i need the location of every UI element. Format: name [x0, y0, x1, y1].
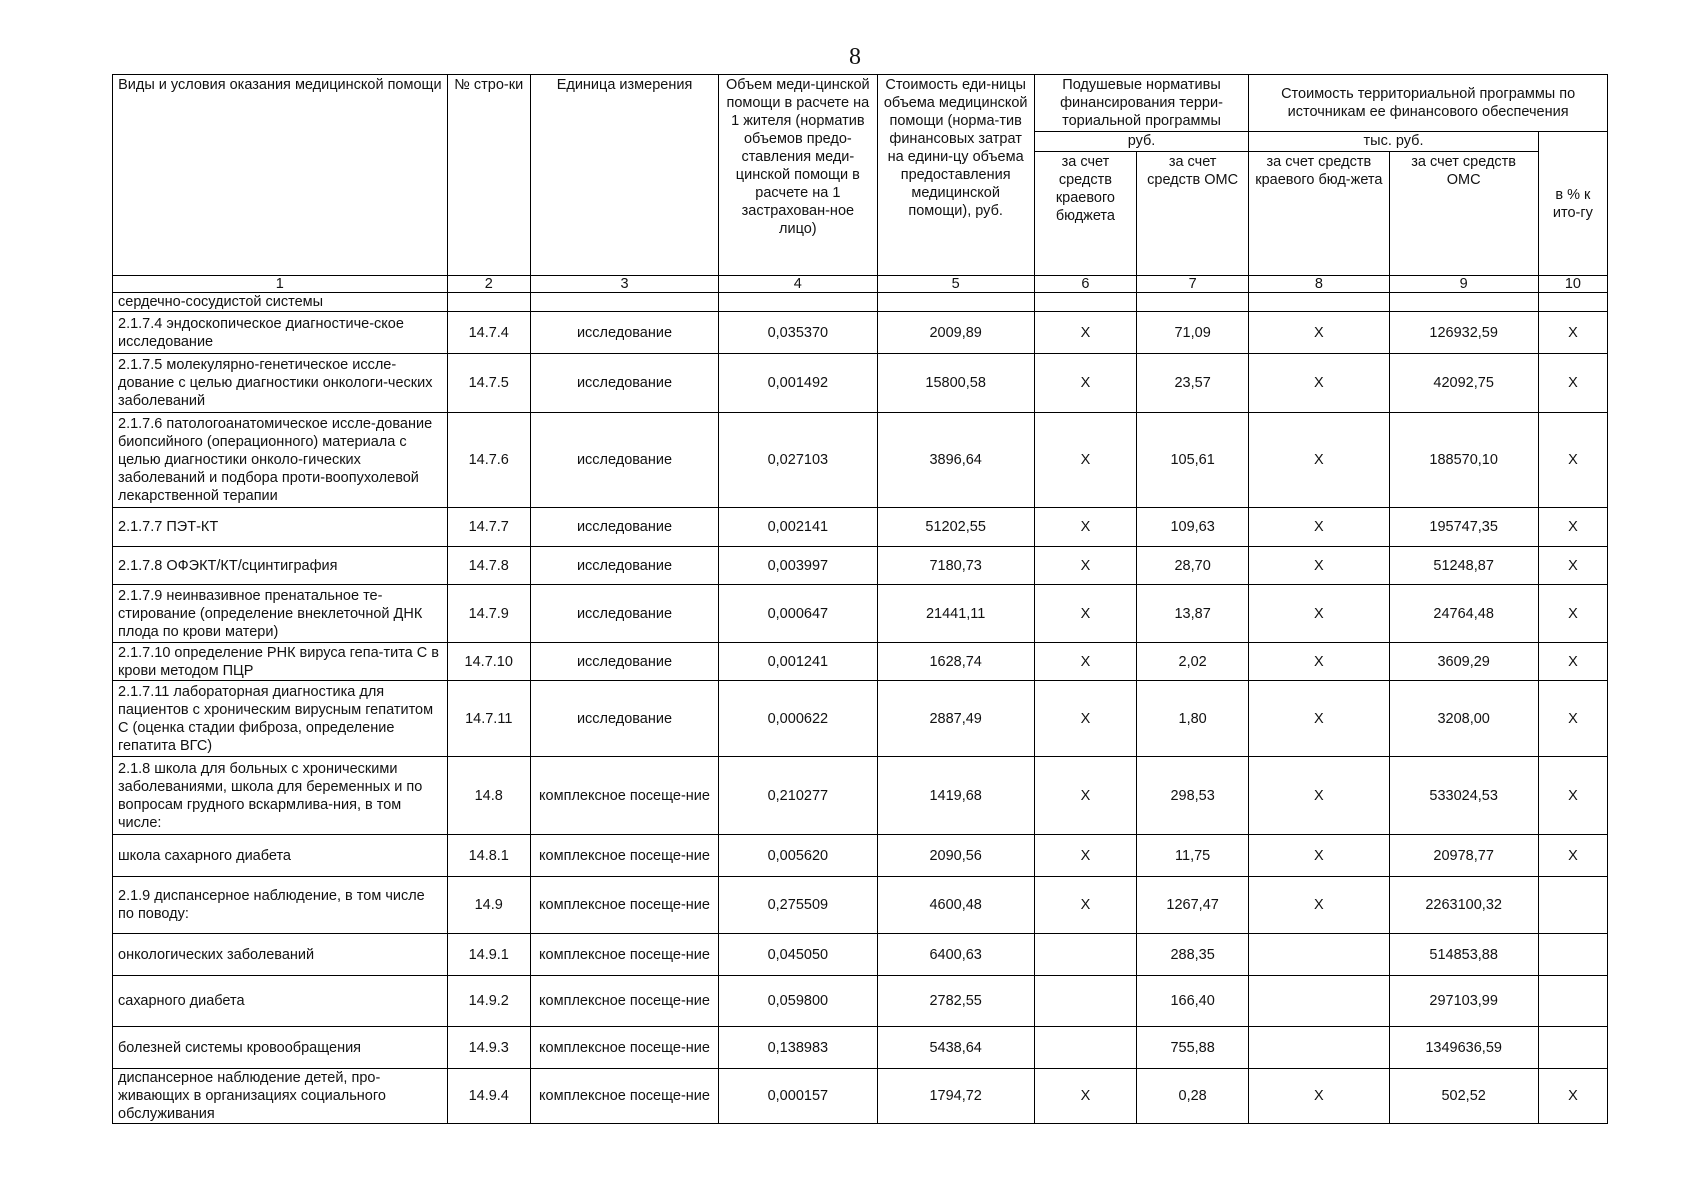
row-name-cell: 2.1.8 школа для больных с хроническими заболеваниями, школа для беременных и по вопросам грудного вскармлива-ния, в том числе:	[113, 757, 448, 835]
header-norm-budget: за счет средств краевого бюджета	[1034, 152, 1136, 276]
row-name-cell: диспансерное наблюдение детей, про-живающих в организациях социального обслуживания	[113, 1069, 448, 1124]
row-cost-budget-cell	[1249, 934, 1389, 976]
column-number: 2	[447, 276, 530, 293]
row-cost-oms-cell: 3208,00	[1389, 681, 1538, 757]
row-percent-cell: Х	[1538, 312, 1607, 354]
row-name-cell: 2.1.7.6 патологоанатомическое иссле-дование биопсийного (операционного) материала с целью диагностики онколо-гических заболеваний и подбора проти-воопухолевой лекарственной терапии	[113, 413, 448, 508]
row-line-cell: 14.7.11	[447, 681, 530, 757]
header-norm-oms: за счет средств ОМС	[1137, 152, 1249, 276]
header-cost-unit: тыс. руб.	[1249, 132, 1539, 152]
row-norm-oms-cell: 298,53	[1137, 757, 1249, 835]
header-cost-oms: за счет средств ОМС	[1389, 152, 1538, 276]
table-header	[113, 75, 1608, 293]
table-row	[113, 1027, 1608, 1069]
row-percent-cell: Х	[1538, 681, 1607, 757]
column-number-row	[113, 276, 1608, 293]
row-norm-oms-cell: 109,63	[1137, 508, 1249, 547]
row-name-cell: 2.1.7.11 лабораторная диагностика для пациентов с хроническим вирусным гепатитом С (оценка стадии фиброза, определение гепатита ВГС)	[113, 681, 448, 757]
row-cost-cell: 1419,68	[877, 757, 1034, 835]
row-norm-oms-cell: 13,87	[1137, 585, 1249, 643]
row-cost-cell: 2009,89	[877, 312, 1034, 354]
row-norm-oms-cell: 166,40	[1137, 976, 1249, 1027]
row-cost-budget-cell: Х	[1249, 877, 1389, 934]
table-row	[113, 835, 1608, 877]
row-name-cell: болезней системы кровообращения	[113, 1027, 448, 1069]
row-line-cell: 14.7.8	[447, 547, 530, 585]
row-cost-cell: 4600,48	[877, 877, 1034, 934]
row-cost-budget-cell: Х	[1249, 1069, 1389, 1124]
column-number: 6	[1034, 276, 1136, 293]
row-norm-oms-cell: 28,70	[1137, 547, 1249, 585]
row-cost-budget-cell: Х	[1249, 354, 1389, 413]
row-unit-cell: комплексное посеще-ние	[530, 835, 718, 877]
row-norm-budget-cell: Х	[1034, 547, 1136, 585]
row-percent-cell: Х	[1538, 354, 1607, 413]
row-cost-budget-cell: Х	[1249, 413, 1389, 508]
header-volume	[719, 75, 877, 276]
row-cost-oms-cell: 533024,53	[1389, 757, 1538, 835]
row-name-cell: 2.1.7.10 определение РНК вируса гепа-тита С в крови методом ПЦР	[113, 643, 448, 681]
row-name-cell: 2.1.7.5 молекулярно-генетическое иссле-дование с целью диагностики онкологи-ческих заболеваний	[113, 354, 448, 413]
table-row	[113, 293, 1608, 312]
row-unit-cell: комплексное посеще-ние	[530, 1027, 718, 1069]
row-cost-budget-cell: Х	[1249, 835, 1389, 877]
column-number: 9	[1389, 276, 1538, 293]
header-cost-budget: за счет средств краевого бюд-жета	[1249, 152, 1389, 276]
row-cost-cell: 2782,55	[877, 976, 1034, 1027]
table-row	[113, 508, 1608, 547]
row-cost-oms-cell: 1349636,59	[1389, 1027, 1538, 1069]
row-cost-oms-cell: 24764,48	[1389, 585, 1538, 643]
row-unit-cell	[530, 293, 718, 312]
row-name-cell: 2.1.7.8 ОФЭКТ/КТ/сцинтиграфия	[113, 547, 448, 585]
row-unit-cell: исследование	[530, 354, 718, 413]
row-cost-cell: 1794,72	[877, 1069, 1034, 1124]
row-cost-budget-cell: Х	[1249, 681, 1389, 757]
page-number: 8	[849, 44, 861, 70]
row-cost-oms-cell: 502,52	[1389, 1069, 1538, 1124]
header-percent: в % к ито-гу	[1538, 132, 1607, 276]
row-unit-cell: комплексное посеще-ние	[530, 934, 718, 976]
row-line-cell: 14.7.5	[447, 354, 530, 413]
row-norm-oms-cell: 71,09	[1137, 312, 1249, 354]
row-volume-cell: 0,000647	[719, 585, 877, 643]
column-number: 4	[719, 276, 877, 293]
row-volume-cell: 0,059800	[719, 976, 877, 1027]
row-norm-oms-cell	[1137, 293, 1249, 312]
row-cost-budget-cell	[1249, 1027, 1389, 1069]
row-unit-cell: комплексное посеще-ние	[530, 1069, 718, 1124]
row-volume-cell: 0,003997	[719, 547, 877, 585]
table-row	[113, 1069, 1608, 1124]
table-row	[113, 354, 1608, 413]
table-row	[113, 934, 1608, 976]
row-norm-oms-cell: 2,02	[1137, 643, 1249, 681]
row-line-cell: 14.7.7	[447, 508, 530, 547]
row-percent-cell	[1538, 293, 1607, 312]
row-volume-cell: 0,000622	[719, 681, 877, 757]
row-norm-budget-cell: Х	[1034, 877, 1136, 934]
row-cost-oms-cell: 514853,88	[1389, 934, 1538, 976]
row-line-cell	[447, 293, 530, 312]
row-volume-cell: 0,005620	[719, 835, 877, 877]
row-name-cell: школа сахарного диабета	[113, 835, 448, 877]
row-line-cell: 14.7.6	[447, 413, 530, 508]
row-line-cell: 14.7.4	[447, 312, 530, 354]
table-row	[113, 681, 1608, 757]
column-number: 10	[1538, 276, 1607, 293]
row-cost-oms-cell: 20978,77	[1389, 835, 1538, 877]
row-norm-oms-cell: 288,35	[1137, 934, 1249, 976]
row-cost-budget-cell: Х	[1249, 312, 1389, 354]
column-number: 8	[1249, 276, 1389, 293]
header-per-capita-norms: Подушевые нормативы финансирования терри-ториальной программы	[1034, 75, 1248, 132]
row-percent-cell: Х	[1538, 835, 1607, 877]
header-unit: Единица измерения	[530, 75, 718, 276]
row-name-cell: 2.1.7.9 неинвазивное пренатальное те-стирование (определение внеклеточной ДНК плода по крови матери)	[113, 585, 448, 643]
row-name-cell: сахарного диабета	[113, 976, 448, 1027]
row-cost-cell: 51202,55	[877, 508, 1034, 547]
row-volume-cell: 0,138983	[719, 1027, 877, 1069]
table-row	[113, 877, 1608, 934]
row-norm-budget-cell: Х	[1034, 413, 1136, 508]
row-norm-budget-cell: Х	[1034, 681, 1136, 757]
column-number: 1	[113, 276, 448, 293]
row-volume-cell: 0,035370	[719, 312, 877, 354]
row-unit-cell: комплексное посеще-ние	[530, 877, 718, 934]
row-norm-budget-cell: Х	[1034, 643, 1136, 681]
row-cost-cell: 7180,73	[877, 547, 1034, 585]
row-cost-budget-cell: Х	[1249, 643, 1389, 681]
row-line-cell: 14.8	[447, 757, 530, 835]
row-line-cell: 14.9.3	[447, 1027, 530, 1069]
row-norm-oms-cell: 1,80	[1137, 681, 1249, 757]
row-line-cell: 14.7.9	[447, 585, 530, 643]
row-unit-cell: комплексное посеще-ние	[530, 976, 718, 1027]
row-cost-budget-cell: Х	[1249, 547, 1389, 585]
row-cost-cell: 3896,64	[877, 413, 1034, 508]
row-unit-cell: исследование	[530, 643, 718, 681]
row-norm-budget-cell	[1034, 934, 1136, 976]
row-percent-cell	[1538, 934, 1607, 976]
row-name-cell: 2.1.7.4 эндоскопическое диагностиче-ское исследование	[113, 312, 448, 354]
row-percent-cell	[1538, 976, 1607, 1027]
column-number: 3	[530, 276, 718, 293]
row-norm-budget-cell: Х	[1034, 585, 1136, 643]
row-norm-budget-cell: Х	[1034, 757, 1136, 835]
row-cost-budget-cell: Х	[1249, 585, 1389, 643]
table-row	[113, 757, 1608, 835]
row-norm-budget-cell: Х	[1034, 312, 1136, 354]
row-cost-cell: 15800,58	[877, 354, 1034, 413]
row-name-cell: онкологических заболеваний	[113, 934, 448, 976]
program-cost-table	[112, 74, 1608, 1124]
row-norm-budget-cell: Х	[1034, 835, 1136, 877]
row-line-cell: 14.7.10	[447, 643, 530, 681]
row-unit-cell: исследование	[530, 508, 718, 547]
row-norm-budget-cell: Х	[1034, 1069, 1136, 1124]
row-percent-cell: Х	[1538, 413, 1607, 508]
row-line-cell: 14.9.2	[447, 976, 530, 1027]
row-percent-cell: Х	[1538, 547, 1607, 585]
row-norm-budget-cell: Х	[1034, 508, 1136, 547]
row-unit-cell: комплексное посеще-ние	[530, 757, 718, 835]
header-norms-unit: руб.	[1034, 132, 1248, 152]
row-line-cell: 14.9	[447, 877, 530, 934]
table-row	[113, 976, 1608, 1027]
row-norm-budget-cell	[1034, 293, 1136, 312]
row-line-cell: 14.8.1	[447, 835, 530, 877]
header-unit-cost: Стоимость еди-ницы объема медицинской помощи (норма-тив финансовых затрат на едини-цу объема предоставления медицинской помощи), руб.	[877, 75, 1034, 276]
table-row	[113, 547, 1608, 585]
row-cost-oms-cell: 188570,10	[1389, 413, 1538, 508]
row-norm-oms-cell: 23,57	[1137, 354, 1249, 413]
row-cost-cell: 21441,11	[877, 585, 1034, 643]
row-cost-oms-cell: 51248,87	[1389, 547, 1538, 585]
row-cost-oms-cell: 297103,99	[1389, 976, 1538, 1027]
row-name-cell: 2.1.7.7 ПЭТ-КТ	[113, 508, 448, 547]
row-cost-budget-cell	[1249, 293, 1389, 312]
row-norm-oms-cell: 0,28	[1137, 1069, 1249, 1124]
row-volume-cell	[719, 293, 877, 312]
row-name-cell: сердечно-сосудистой системы	[113, 293, 448, 312]
row-norm-oms-cell: 1267,47	[1137, 877, 1249, 934]
column-number: 7	[1137, 276, 1249, 293]
column-number: 5	[877, 276, 1034, 293]
row-cost-cell: 1628,74	[877, 643, 1034, 681]
row-percent-cell: Х	[1538, 1069, 1607, 1124]
row-volume-cell: 0,001241	[719, 643, 877, 681]
row-norm-budget-cell	[1034, 1027, 1136, 1069]
row-norm-budget-cell: Х	[1034, 354, 1136, 413]
row-cost-oms-cell: 126932,59	[1389, 312, 1538, 354]
row-cost-cell: 2887,49	[877, 681, 1034, 757]
row-percent-cell: Х	[1538, 643, 1607, 681]
row-unit-cell: исследование	[530, 312, 718, 354]
row-unit-cell: исследование	[530, 413, 718, 508]
row-norm-oms-cell: 11,75	[1137, 835, 1249, 877]
row-volume-cell: 0,210277	[719, 757, 877, 835]
row-volume-cell: 0,027103	[719, 413, 877, 508]
row-volume-cell: 0,002141	[719, 508, 877, 547]
row-volume-cell: 0,045050	[719, 934, 877, 976]
row-cost-oms-cell: 2263100,32	[1389, 877, 1538, 934]
row-cost-budget-cell: Х	[1249, 757, 1389, 835]
row-cost-cell	[877, 293, 1034, 312]
row-unit-cell: исследование	[530, 547, 718, 585]
row-percent-cell	[1538, 1027, 1607, 1069]
row-line-cell: 14.9.1	[447, 934, 530, 976]
row-unit-cell: исследование	[530, 585, 718, 643]
row-norm-budget-cell	[1034, 976, 1136, 1027]
row-line-cell: 14.9.4	[447, 1069, 530, 1124]
table-row	[113, 312, 1608, 354]
row-volume-cell: 0,000157	[719, 1069, 877, 1124]
row-norm-oms-cell: 755,88	[1137, 1027, 1249, 1069]
header-program-cost: Стоимость территориальной программы по источникам ее финансового обеспечения	[1249, 75, 1608, 132]
row-volume-cell: 0,275509	[719, 877, 877, 934]
table-row	[113, 643, 1608, 681]
row-cost-budget-cell	[1249, 976, 1389, 1027]
row-cost-oms-cell: 195747,35	[1389, 508, 1538, 547]
row-volume-cell: 0,001492	[719, 354, 877, 413]
row-percent-cell: Х	[1538, 585, 1607, 643]
row-cost-budget-cell: Х	[1249, 508, 1389, 547]
row-unit-cell: исследование	[530, 681, 718, 757]
row-cost-oms-cell: 3609,29	[1389, 643, 1538, 681]
header-care-types: Виды и условия оказания медицинской помощи	[113, 75, 448, 276]
row-name-cell: 2.1.9 диспансерное наблюдение, в том числе по поводу:	[113, 877, 448, 934]
table-row	[113, 585, 1608, 643]
table-body	[113, 293, 1608, 1124]
table-row	[113, 413, 1608, 508]
row-cost-oms-cell	[1389, 293, 1538, 312]
row-cost-oms-cell: 42092,75	[1389, 354, 1538, 413]
row-norm-oms-cell: 105,61	[1137, 413, 1249, 508]
row-percent-cell: Х	[1538, 508, 1607, 547]
row-cost-cell: 6400,63	[877, 934, 1034, 976]
row-cost-cell: 5438,64	[877, 1027, 1034, 1069]
row-percent-cell: Х	[1538, 757, 1607, 835]
header-volume-text: Объем меди-цинской помощи в расчете на 1 жителя (норматив объемов предо-ставления меди-цинской помощи в расчете на 1 застрахован-ное лицо)	[726, 77, 870, 237]
row-percent-cell	[1538, 877, 1607, 934]
row-cost-cell: 2090,56	[877, 835, 1034, 877]
header-line-number: № стро-ки	[447, 75, 530, 276]
